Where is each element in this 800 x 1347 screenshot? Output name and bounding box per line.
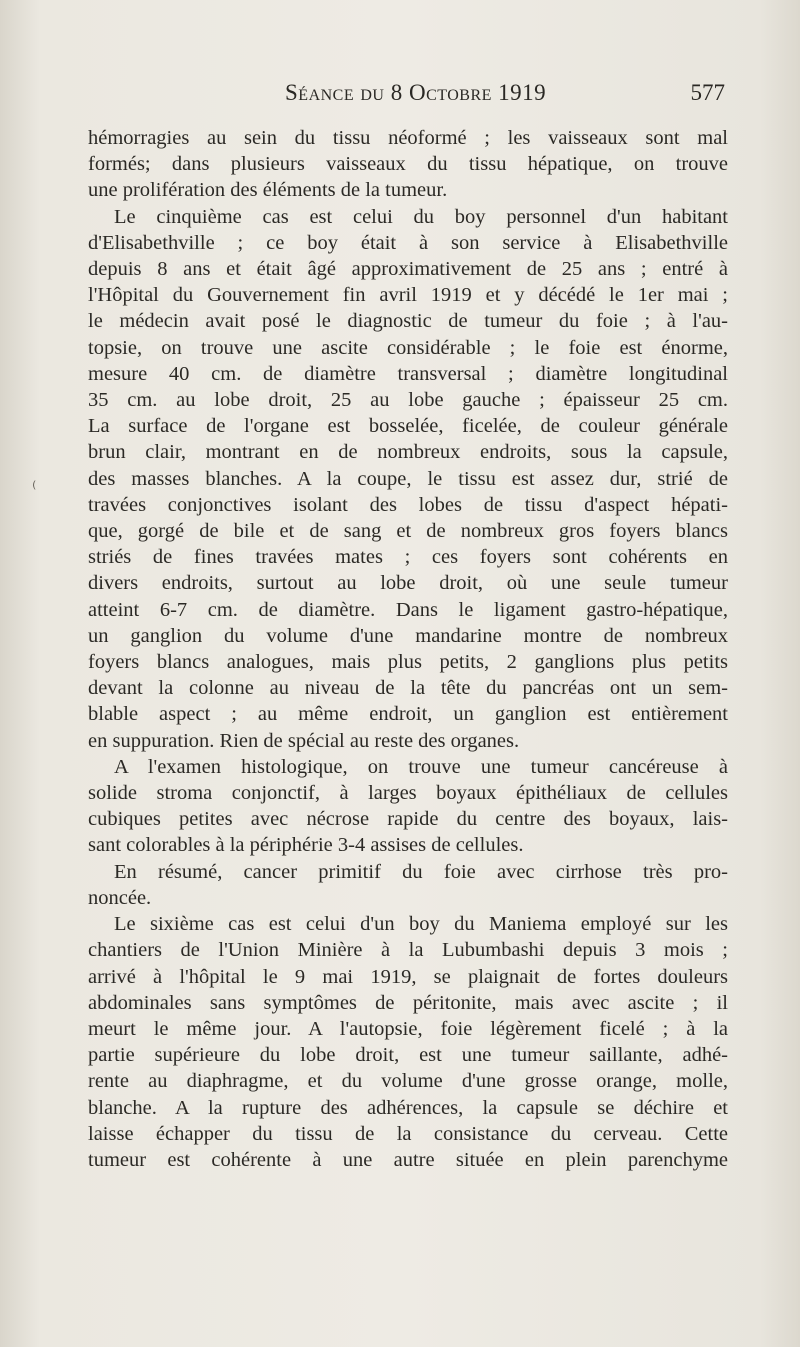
text-line: rente au diaphragme, et du volume d'une grosse orange, molle, [88,1070,728,1093]
text-line: des masses blanches. A la coupe, le tissu est assez dur, strié de [88,467,728,490]
text-line: devant la colonne au niveau de la tête du pancréas ont un sem- [88,677,728,700]
paragraph [88,911,728,1173]
text-line: solide stroma conjonctif, à larges boyaux épithéliaux de cellules [88,782,728,805]
text-line: partie supérieure du lobe droit, est une tumeur saillante, adhé- [88,1044,728,1067]
paragraph [88,204,728,754]
text-line: atteint 6-7 cm. de diamètre. Dans le ligament gastro-hépatique, [88,598,728,621]
text-line: topsie, on trouve une ascite considérable ; le foie est énorme, [88,336,728,359]
paragraph [88,859,728,911]
page-header [0,80,800,116]
text-line: un ganglion du volume d'une mandarine montre de nombreux [88,624,728,647]
text-line: Le sixième cas est celui d'un boy du Maniema employé sur les [114,913,728,936]
text-line: divers endroits, surtout au lobe droit, où une seule tumeur [88,572,728,595]
text-line: tumeur est cohérente à une autre située en plein parenchyme [88,1148,728,1171]
text-line: en suppuration. Rien de spécial au reste des organes. [88,729,520,752]
text-line: depuis 8 ans et était âgé approximativement de 25 ans ; entré à [88,258,728,281]
text-line: laisse échapper du tissu de la consistance du cerveau. Cette [88,1122,728,1145]
running-title: Séance du 8 Octobre 1919 [285,80,547,105]
text-line: 35 cm. au lobe droit, 25 au lobe gauche ; épaisseur 25 cm. [88,389,728,412]
text-line: formés; dans plusieurs vaisseaux du tissu hépatique, on trouve [88,153,728,176]
paragraph [88,754,728,859]
text-line: abdominales sans symptômes de péritonite, mais avec ascite ; il [88,991,728,1014]
text-line: noncée. [88,886,152,909]
text-line: foyers blancs analogues, mais plus petits, 2 ganglions plus petits [88,651,728,674]
text-line: mesure 40 cm. de diamètre transversal ; diamètre longitudinal [88,362,728,385]
text-line: l'Hôpital du Gouvernement fin avril 1919 et y décédé le 1er mai ; [88,284,728,307]
text-line: cubiques petites avec nécrose rapide du centre des boyaux, lais- [88,808,728,831]
text-line: chantiers de l'Union Minière à la Lubumbashi depuis 3 mois ; [88,939,728,962]
text-line: A l'examen histologique, on trouve une tumeur cancéreuse à [114,755,728,778]
text-line: arrivé à l'hôpital le 9 mai 1919, se plaignait de fortes douleurs [88,965,728,988]
body-text [88,125,728,1173]
text-line: travées conjonctives isolant des lobes de tissu d'aspect hépati- [88,493,728,516]
text-line: meurt le même jour. A l'autopsie, foie légèrement ficelé ; à la [88,1017,728,1040]
text-line: striés de fines travées mates ; ces foyers sont cohérents en [88,546,728,569]
text-line: que, gorgé de bile et de sang et de nombreux gros foyers blancs [88,520,728,543]
text-line: Le cinquième cas est celui du boy personnel d'un habitant [114,205,728,228]
text-line: une prolifération des éléments de la tumeur. [88,179,448,202]
text-line: hémorragies au sein du tissu néoformé ; les vaisseaux sont mal [88,127,728,149]
text-line: blanche. A la rupture des adhérences, la capsule se déchire et [88,1096,728,1119]
text-line: En résumé, cancer primitif du foie avec cirrhose très pro- [114,860,728,883]
page-number: 577 [690,80,725,105]
text-line: le médecin avait posé le diagnostic de tumeur du foie ; à l'au- [88,310,728,333]
text-line: sant colorables à la périphérie 3-4 assises de cellules. [88,834,524,857]
margin-mark: ⁽ [32,478,37,498]
text-line: La surface de l'organe est bosselée, ficelée, de couleur générale [88,415,728,438]
text-line: brun clair, montrant en de nombreux endroits, sous la capsule, [88,441,728,464]
paragraph [88,125,728,204]
text-line: d'Elisabethville ; ce boy était à son service à Elisabethville [88,231,728,254]
text-line: blable aspect ; au même endroit, un ganglion est entièrement [88,703,728,726]
